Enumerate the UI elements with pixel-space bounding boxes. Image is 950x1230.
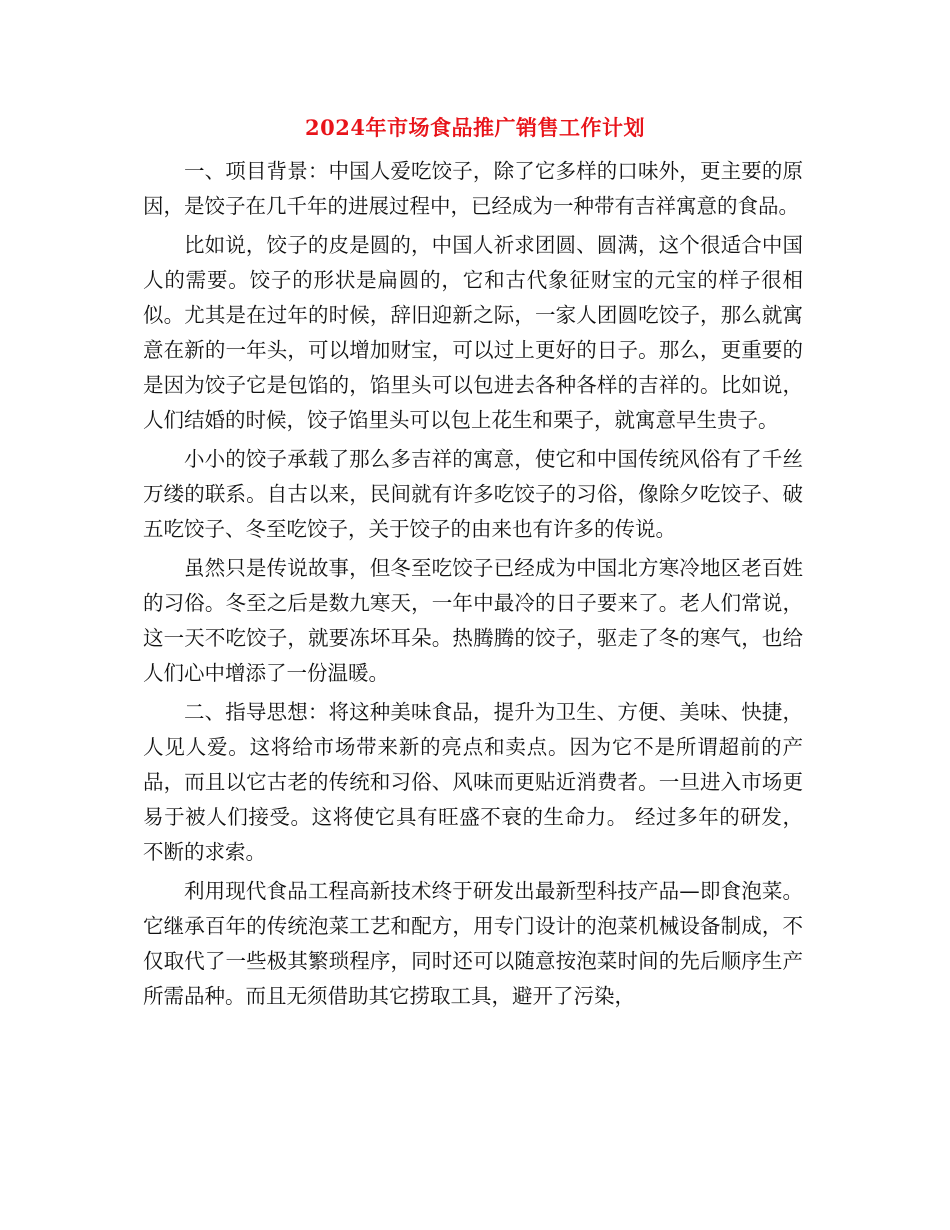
paragraph-winter-solstice: 虽然只是传说故事，但冬至吃饺子已经成为中国北方寒冷地区老百姓的习俗。冬至之后是数九寒天，一年中最冷的日子要来了。老人们常说，这一天不吃饺子，就要冻坏耳朵。热腾腾的饺子，驱走了冬的寒气，也给人们心中增添了一份温暖。 <box>143 556 803 685</box>
paragraph-guiding-ideology: 二、指导思想：将这种美味食品，提升为卫生、方便、美味、快捷，人见人爱。这将给市场带来新的亮点和卖点。因为它不是所谓超前的产品，而且以它古老的传统和习俗、风味而更贴近消费者。一旦进入市场更易于被人们接受。这将使它具有旺盛不衰的生命力。 经过多年的研发，不断的求索。 <box>143 700 803 864</box>
paragraph-dumpling-shape: 比如说，饺子的皮是圆的，中国人祈求团圆、圆满，这个很适合中国人的需要。饺子的形状是扁圆的，它和古代象征财宝的元宝的样子很相似。尤其是在过年的时候，辞旧迎新之际，一家人团圆吃饺子，那么就寓意在新的一年头，可以增加财宝，可以过上更好的日子。那么，更重要的是因为饺子它是包馅的，馅里头可以包进去各种各样的吉祥的。比如说，人们结婚的时候，饺子馅里头可以包上花生和栗子，就寓意早生贵子。 <box>143 233 803 432</box>
paragraph-project-background: 一、项目背景：中国人爱吃饺子，除了它多样的口味外，更主要的原因，是饺子在几千年的进展过程中，已经成为一种带有吉祥寓意的食品。 <box>143 159 803 218</box>
document-body <box>143 154 803 1018</box>
paragraph-auspicious-customs: 小小的饺子承载了那么多吉祥的寓意，使它和中国传统风俗有了千丝万缕的联系。自古以来，民间就有许多吃饺子的习俗，像除夕吃饺子、破五吃饺子、冬至吃饺子，关于饺子的由来也有许多的传说。 <box>143 447 803 541</box>
document-title: 2024年市场食品推广销售工作计划 <box>305 115 645 140</box>
paragraph-instant-pickles: 利用现代食品工程高新技术终于研发出最新型科技产品—即食泡菜。它继承百年的传统泡菜工艺和配方，用专门设计的泡菜机械设备制成，不仅取代了一些极其繁琐程序，同时还可以随意按泡菜时间的先后顺序生产所需品种。而且无须借助其它捞取工具，避开了污染， <box>143 879 803 1008</box>
